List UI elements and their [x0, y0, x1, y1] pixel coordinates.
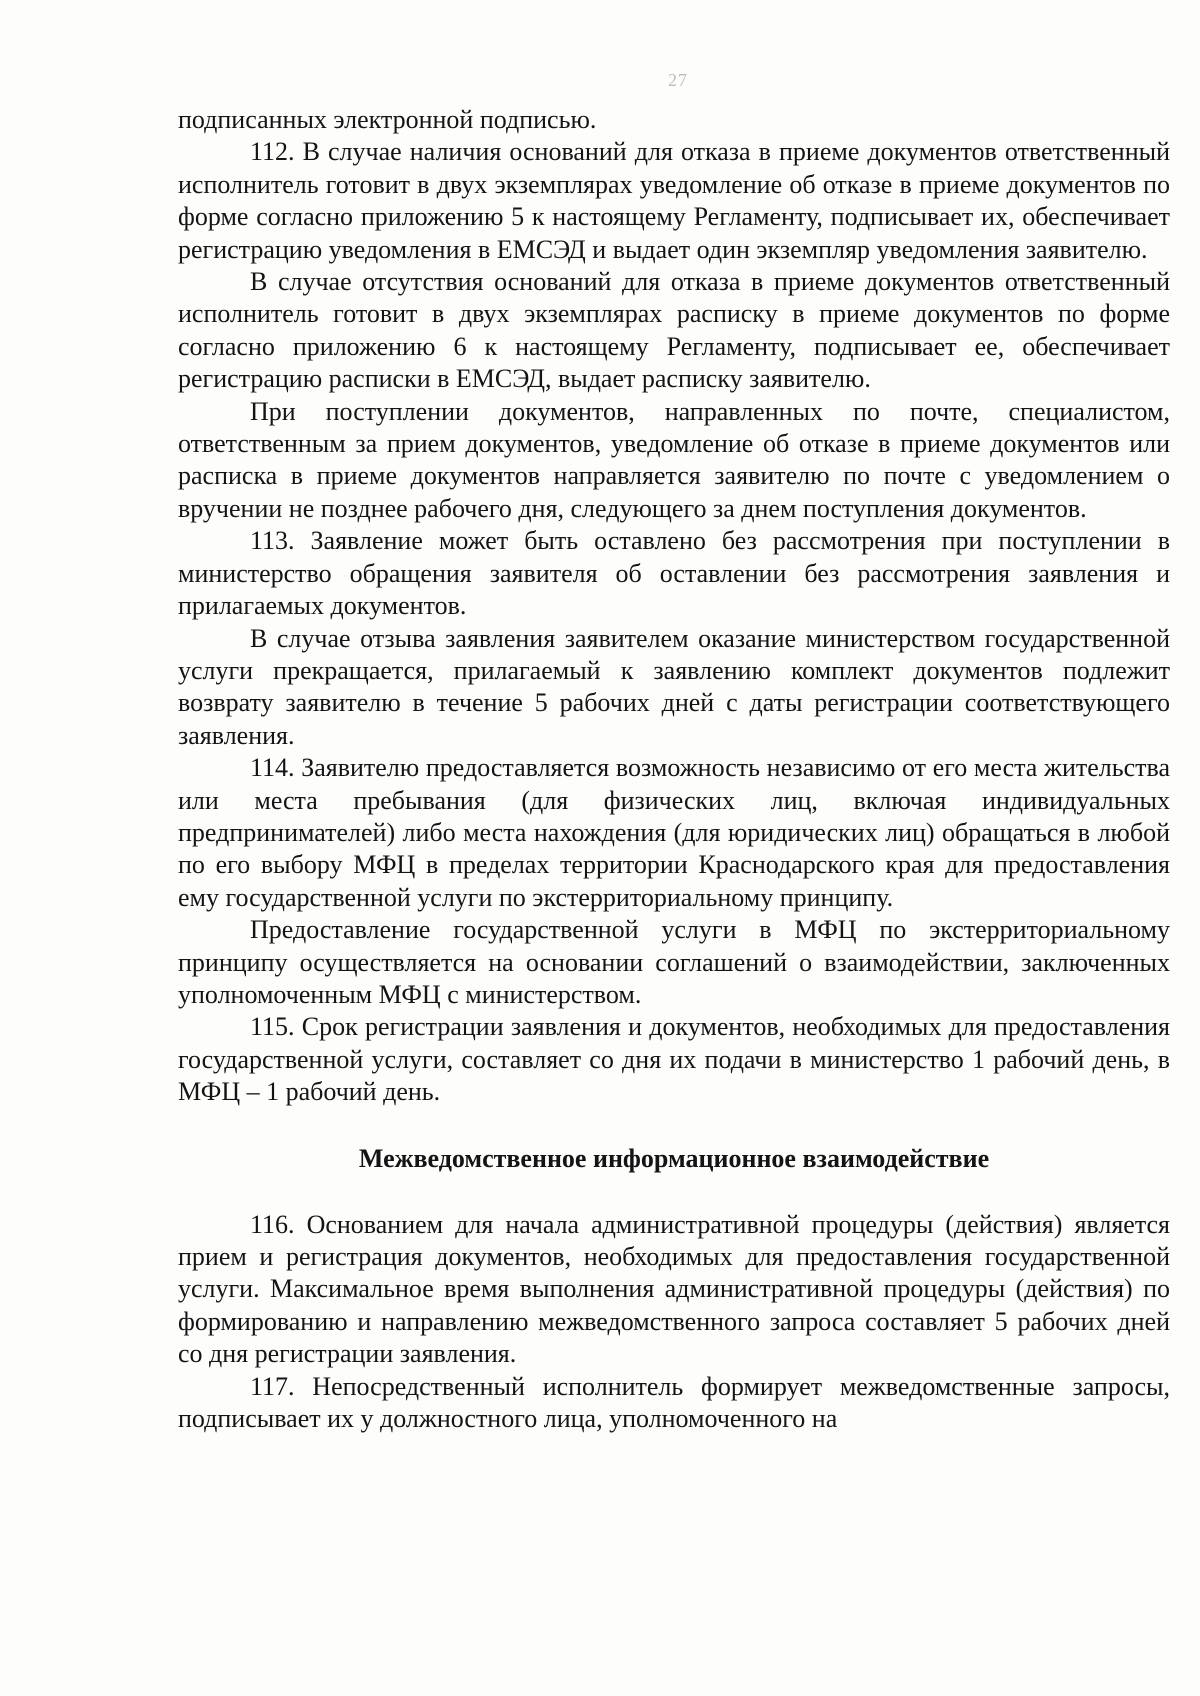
- paragraph-continuation: подписанных электронной подписью.: [178, 105, 597, 134]
- paragraph-113: 113. Заявление может быть оставлено без рассмотрения при поступлении в министерство обращения заявителя об оставлении без рассмотрения заявления и прилагаемых документов.: [178, 526, 1170, 621]
- paragraph-112-post: При поступлении документов, направленных по почте, специалистом, ответственным за прием документов, уведомление об отказе в приеме документов или расписка в приеме документов направляется заявителю по почте с уведомлением о вручении не позднее рабочего дня, следующего за днем поступления документов.: [178, 396, 1170, 523]
- paragraph-116: 116. Основанием для начала административной процедуры (действия) является прием и регистрация документов, необходимых для предоставления государственной услуги. Максимальное время выполнения административной процедуры (действия) по формированию и направлению межведомственного запроса составляет 5 рабочих дней со дня регистрации заявления.: [178, 1209, 1170, 1369]
- paragraph-113-withdrawal: В случае отзыва заявления заявителем оказание министерством государственной услуги прекращается, прилагаемый к заявлению комплект документов подлежит возврату заявителю в течение 5 рабочих дней с даты регистрации соответствующего заявления.: [178, 623, 1170, 750]
- paragraph-112: 112. В случае наличия оснований для отказа в приеме документов ответственный исполнитель готовит в двух экземплярах уведомление об отказе в приеме документов по форме согласно приложению 5 к настоящему Регламенту, подписывает их, обеспечивает регистрацию уведомления в ЕМСЭД и выдает один экземпляр уведомления заявителю.: [178, 137, 1170, 264]
- page-number-mark: 27: [668, 70, 688, 90]
- paragraph-114: 114. Заявителю предоставляется возможность независимо от его места жительства или места пребывания (для физических лиц, включая индивидуальных предпринимателей) либо места нахождения (для юридических лиц) обращаться в любой по его выбору МФЦ в пределах территории Краснодарского края для предоставления ему государственной услуги по экстерриториальному принципу.: [178, 753, 1170, 912]
- section-heading: Межведомственное информационное взаимодействие: [358, 1143, 990, 1173]
- paragraph-114-extraterritorial: Предоставление государственной услуги в МФЦ по экстерриториальному принципу осуществляется на основании соглашений о взаимодействии, заключенных уполномоченным МФЦ с министерством.: [178, 915, 1170, 1009]
- paragraph-112-absence: В случае отсутствия оснований для отказа в приеме документов ответственный исполнитель готовит в двух экземплярах расписку в приеме документов по форме согласно приложению 6 к настоящему Регламенту, подписывает ее, обеспечивает регистрацию расписки в ЕМСЭД, выдает расписку заявителю.: [178, 267, 1170, 394]
- document-body: [178, 104, 1170, 1435]
- paragraph-115: 115. Срок регистрации заявления и документов, необходимых для предоставления государственной услуги, составляет со дня их подачи в министерство 1 рабочий день, в МФЦ – 1 рабочий день.: [178, 1012, 1170, 1107]
- paragraph-117: 117. Непосредственный исполнитель формирует межведомственные запросы, подписывает их у должностного лица, уполномоченного на: [178, 1371, 1170, 1434]
